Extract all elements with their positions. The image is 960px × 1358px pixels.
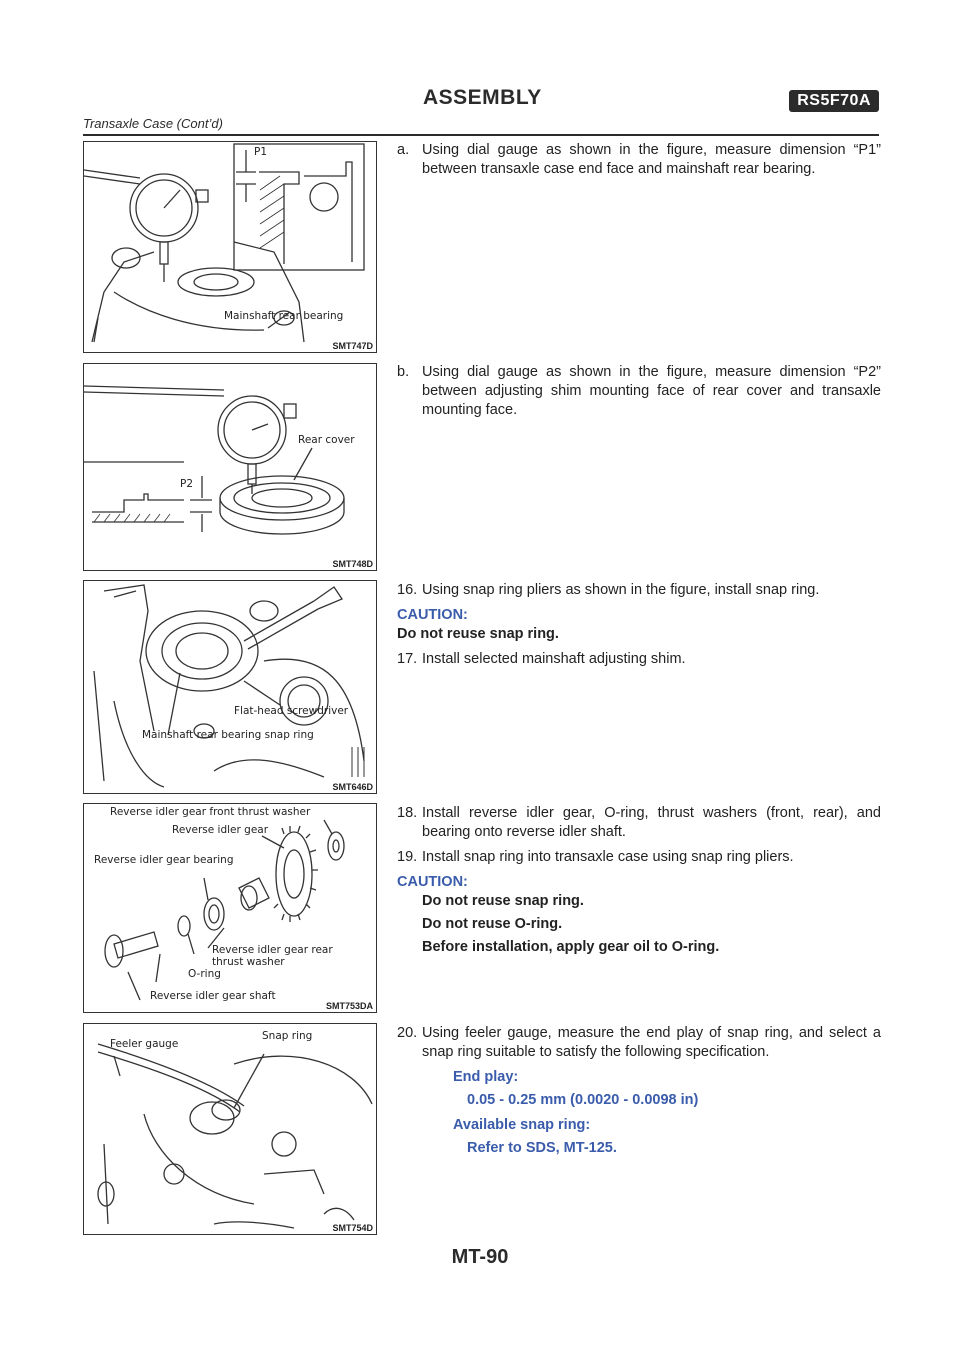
snap-ring-pliers-illustration [84, 581, 376, 793]
step-text: Install selected mainshaft adjusting shim. [422, 651, 686, 667]
header-rule [83, 134, 879, 136]
step-number: 18. [397, 805, 418, 821]
step-text: Install reverse idler gear, O-ring, thrust washers (front, rear), and bearing onto reverse idler shaft. [422, 805, 881, 840]
step-text: Using dial gauge as shown in the figure, measure dimension “P1” between transaxle case end face and mainshaft rear bearing. [422, 142, 881, 177]
step-number: 16. [397, 582, 418, 598]
step-b [397, 363, 881, 420]
figure-feeler-gauge [83, 1023, 377, 1235]
page-title: ASSEMBLY [423, 86, 542, 109]
label-front-thrust-washer: Reverse idler gear front thrust washer [110, 806, 311, 818]
step-number: 17. [397, 651, 418, 667]
label-p2: P2 [180, 478, 194, 490]
label-rear-cover: Rear cover [298, 434, 355, 446]
figure-code: SMT754D [332, 1223, 373, 1233]
step-a [397, 141, 881, 179]
spec-snap-ring-label: Available snap ring: [453, 1117, 591, 1133]
label-reverse-idler-gear-bearing: Reverse idler gear bearing [94, 854, 234, 866]
step-text: Using snap ring pliers as shown in the figure, install snap ring. [422, 582, 820, 598]
figure-code: SMT646D [332, 782, 373, 792]
figure-snap-ring-pliers [83, 580, 377, 794]
figure-dial-gauge-p1 [83, 141, 377, 353]
figure-reverse-idler-gear [83, 803, 377, 1013]
step-18 [397, 804, 881, 842]
step-text: Install snap ring into transaxle case using snap ring pliers. [422, 849, 794, 865]
step-number: 19. [397, 849, 418, 865]
caution-item: Before installation, apply gear oil to O-ring. [422, 939, 720, 955]
caution-heading: CAUTION: [397, 607, 468, 623]
label-p1: P1 [254, 146, 268, 158]
caution-heading: CAUTION: [397, 874, 468, 890]
caution-item: Do not reuse O-ring. [422, 916, 563, 932]
figure-dial-gauge-p2 [83, 363, 377, 571]
spec-end-play-value: 0.05 - 0.25 mm (0.0020 - 0.0098 in) [467, 1092, 699, 1108]
label-mainshaft-rear-bearing: Mainshaft rear bearing [224, 310, 344, 322]
label-mainshaft-rear-bearing-snap-ring: Mainshaft rear bearing snap ring [142, 729, 314, 741]
label-o-ring: O-ring [188, 968, 221, 980]
step-17 [397, 650, 881, 669]
instruction-block-b [397, 363, 881, 426]
step-number: b. [397, 364, 410, 380]
label-reverse-idler-gear: Reverse idler gear [172, 824, 269, 836]
spec-snap-ring-value: Refer to SDS, MT-125. [467, 1140, 617, 1156]
spec-end-play-label: End play: [453, 1069, 519, 1085]
label-flat-head-screwdriver: Flat-head screwdriver [234, 705, 349, 717]
section-subtitle: Transaxle Case (Cont’d) [83, 116, 223, 131]
feeler-gauge-illustration [84, 1024, 376, 1234]
step-text: Using dial gauge as shown in the figure, measure dimension “P2” between adjusting shim mounting face of rear cover and transaxle mounting face. [422, 364, 881, 418]
instruction-block-16-17 [397, 581, 881, 675]
label-snap-ring: Snap ring [262, 1030, 313, 1042]
page-number: MT-90 [451, 1246, 509, 1268]
label-feeler-gauge: Feeler gauge [110, 1038, 179, 1050]
figure-code: SMT753DA [325, 1001, 373, 1011]
step-text: Using feeler gauge, measure the end play of snap ring, and select a snap ring suitable to satisfy the following specification. [422, 1025, 881, 1060]
label-reverse-idler-gear-shaft: Reverse idler gear shaft [150, 990, 276, 1002]
label-rear-thrust-washer-1: Reverse idler gear rear [212, 944, 333, 956]
page-header [83, 84, 879, 136]
figure-code: SMT747D [332, 341, 373, 351]
instruction-block-20 [397, 1024, 881, 1158]
caution-item: Do not reuse snap ring. [422, 893, 584, 909]
label-rear-thrust-washer-2: thrust washer [212, 956, 285, 968]
instruction-block-18-19 [397, 804, 881, 963]
step-16 [397, 581, 881, 600]
model-badge: RS5F70A [789, 90, 879, 112]
figure-code: SMT748D [332, 559, 373, 569]
dial-gauge-p2-illustration [84, 364, 376, 570]
step-number: a. [397, 142, 410, 158]
instruction-block-a [397, 141, 881, 185]
caution-text: Do not reuse snap ring. [397, 626, 559, 642]
step-20 [397, 1024, 881, 1062]
step-19 [397, 848, 881, 867]
step-number: 20. [397, 1025, 418, 1041]
